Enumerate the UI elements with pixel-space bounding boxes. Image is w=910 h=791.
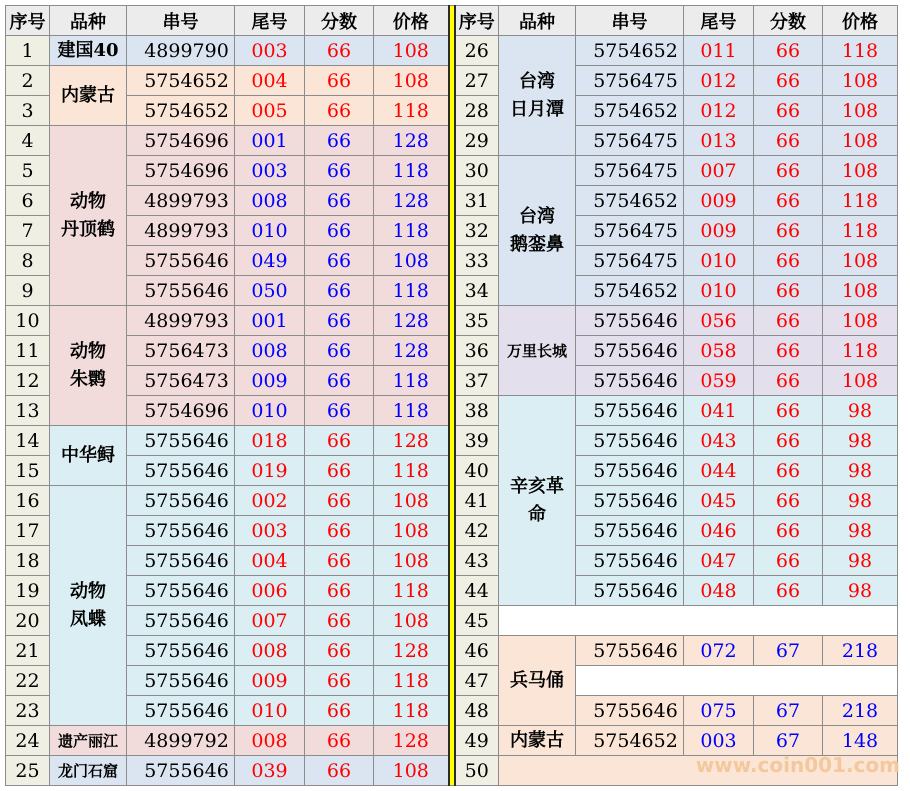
tail-number: 018 [235,426,305,456]
row-index: 10 [6,306,50,336]
price: 128 [374,186,449,216]
tail-number: 019 [235,456,305,486]
row-index: 28 [455,96,499,126]
score: 66 [305,216,374,246]
score: 66 [305,456,374,486]
score: 66 [305,576,374,606]
tail-number: 050 [235,276,305,306]
row-index: 44 [455,576,499,606]
variety-cell [50,426,127,486]
tail-number: 047 [684,546,754,576]
price: 218 [823,636,898,666]
tail-number: 003 [235,516,305,546]
score: 66 [754,186,823,216]
price: 108 [374,546,449,576]
variety-name: 建国40 [57,39,119,61]
tail-number: 004 [235,546,305,576]
price: 98 [823,516,898,546]
score: 66 [754,156,823,186]
serial-number: 4899793 [127,186,235,216]
price: 98 [823,456,898,486]
row-index: 42 [455,516,499,546]
tail-number: 008 [235,336,305,366]
tail-number: 001 [235,126,305,156]
tail-number: 049 [235,246,305,276]
serial-number: 5755646 [576,396,684,426]
score: 66 [305,726,374,756]
price: 98 [823,546,898,576]
score: 66 [754,486,823,516]
variety-cell [499,636,576,726]
tail-number: 007 [235,606,305,636]
variety-name: 辛亥革 命 [510,475,564,525]
tail-number: 004 [235,66,305,96]
row-index: 33 [455,246,499,276]
row-index: 40 [455,456,499,486]
serial-number: 5755646 [127,276,235,306]
price: 118 [823,186,898,216]
serial-number: 5754652 [127,96,235,126]
score: 66 [305,606,374,636]
tail-number: 013 [684,126,754,156]
row-index: 3 [6,96,50,126]
price: 118 [374,366,449,396]
tail-number: 046 [684,516,754,546]
variety-name: 动物 朱鹮 [70,340,106,390]
price: 118 [823,216,898,246]
row-index: 43 [455,546,499,576]
variety-name: 中华鲟 [61,444,115,466]
price: 108 [374,36,449,66]
score: 66 [754,366,823,396]
score: 66 [754,576,823,606]
row-index: 2 [6,66,50,96]
row-index: 1 [6,36,50,66]
column-header: 品种 [50,6,127,36]
price: 108 [823,306,898,336]
price: 148 [823,726,898,756]
price: 108 [374,516,449,546]
row-index: 11 [6,336,50,366]
row-index: 26 [455,36,499,66]
price: 128 [374,426,449,456]
variety-cell [499,306,576,396]
row-index: 9 [6,276,50,306]
serial-number: 5755646 [576,336,684,366]
variety-name: 遗产丽江 [57,731,118,750]
score: 66 [754,336,823,366]
tail-number: 043 [684,426,754,456]
header-row [6,6,898,36]
serial-number: 5754696 [127,126,235,156]
score: 66 [754,276,823,306]
tail-number: 009 [235,366,305,396]
serial-number: 5755646 [576,486,684,516]
tail-number: 003 [235,156,305,186]
tail-number: 045 [684,486,754,516]
tail-number: 039 [235,756,305,786]
tail-number: 009 [235,666,305,696]
score: 66 [754,66,823,96]
coin-price-table [5,5,898,786]
score: 67 [754,636,823,666]
price: 108 [374,486,449,516]
tail-number: 010 [684,246,754,276]
serial-number: 5755646 [576,426,684,456]
row-index: 7 [6,216,50,246]
serial-number: 5756473 [127,366,235,396]
variety-cell [499,36,576,156]
variety-cell [499,396,576,606]
price: 118 [823,36,898,66]
tail-number: 003 [235,36,305,66]
row-index: 25 [6,756,50,786]
serial-number: 5755646 [576,366,684,396]
tail-number: 001 [235,306,305,336]
row-index: 27 [455,66,499,96]
score: 66 [754,36,823,66]
score: 66 [305,516,374,546]
row-index: 31 [455,186,499,216]
column-header: 价格 [374,6,449,36]
score: 66 [305,96,374,126]
price: 108 [823,366,898,396]
score: 66 [754,456,823,486]
price: 128 [374,636,449,666]
tail-number: 010 [235,696,305,726]
serial-number: 5755646 [127,696,235,726]
tail-number: 008 [235,186,305,216]
row-index: 29 [455,126,499,156]
price: 108 [823,126,898,156]
variety-cell [50,36,127,66]
tail-number: 006 [235,576,305,606]
serial-number: 5755646 [127,516,235,546]
column-header: 尾号 [235,6,305,36]
serial-number: 5756473 [127,336,235,366]
price: 128 [374,306,449,336]
tail-number: 058 [684,336,754,366]
row-index: 47 [455,666,499,696]
table-body [6,6,898,786]
serial-number: 5756475 [576,246,684,276]
tail-number: 003 [684,726,754,756]
price: 108 [374,756,449,786]
serial-number: 5755646 [127,246,235,276]
price: 118 [374,276,449,306]
tail-number: 048 [684,576,754,606]
price: 108 [823,156,898,186]
serial-number: 5754652 [127,66,235,96]
row-index: 12 [6,366,50,396]
score: 66 [754,426,823,456]
variety-name: 台湾 鹅銮鼻 [510,205,564,255]
tail-number: 041 [684,396,754,426]
row-index: 45 [455,606,499,636]
price: 108 [374,246,449,276]
price: 108 [374,606,449,636]
variety-cell [50,726,127,756]
score: 66 [305,336,374,366]
tail-number: 012 [684,96,754,126]
variety-name: 兵马俑 [510,669,564,691]
price: 118 [374,396,449,426]
column-header: 分数 [305,6,374,36]
row-index: 39 [455,426,499,456]
serial-number: 5755646 [127,636,235,666]
row-index: 21 [6,636,50,666]
serial-number: 5755646 [127,456,235,486]
row-index: 32 [455,216,499,246]
column-header: 序号 [455,6,499,36]
score: 66 [754,246,823,276]
score: 66 [754,306,823,336]
price: 128 [374,726,449,756]
empty-cell [499,606,898,636]
column-header: 品种 [499,6,576,36]
score: 66 [305,246,374,276]
row-index: 13 [6,396,50,426]
row-index: 14 [6,426,50,456]
price: 118 [823,336,898,366]
serial-number: 5756475 [576,66,684,96]
variety-cell [499,726,576,756]
score: 66 [305,366,374,396]
score: 66 [754,546,823,576]
serial-number: 5755646 [127,486,235,516]
score: 66 [305,126,374,156]
row-index: 19 [6,576,50,606]
variety-cell [50,126,127,306]
serial-number: 5755646 [576,516,684,546]
row-index: 6 [6,186,50,216]
tail-number: 007 [684,156,754,186]
score: 66 [754,516,823,546]
serial-number: 5755646 [127,606,235,636]
variety-name: 龙门石窟 [57,761,118,780]
tail-number: 044 [684,456,754,486]
serial-number: 5756475 [576,156,684,186]
serial-number: 5755646 [576,576,684,606]
price: 98 [823,396,898,426]
serial-number: 5755646 [576,456,684,486]
price: 98 [823,486,898,516]
row-index: 34 [455,276,499,306]
price: 118 [374,216,449,246]
tail-number: 056 [684,306,754,336]
serial-number: 4899793 [127,306,235,336]
price: 128 [374,336,449,366]
variety-name: 动物 凤蝶 [70,580,106,630]
serial-number: 5755646 [576,696,684,726]
row-index: 24 [6,726,50,756]
row-index: 17 [6,516,50,546]
serial-number: 5754652 [576,276,684,306]
column-header: 尾号 [684,6,754,36]
score: 67 [754,696,823,726]
variety-cell [50,486,127,726]
tail-number: 059 [684,366,754,396]
tail-number: 009 [684,186,754,216]
tail-number: 008 [235,726,305,756]
serial-number: 4899790 [127,36,235,66]
serial-number: 5756475 [576,216,684,246]
variety-cell [50,306,127,426]
price: 218 [823,696,898,726]
price: 118 [374,576,449,606]
row-index: 35 [455,306,499,336]
price: 98 [823,576,898,606]
score: 66 [305,36,374,66]
score: 66 [305,276,374,306]
row-index: 16 [6,486,50,516]
tail-number: 012 [684,66,754,96]
price-table-container [5,5,898,786]
serial-number: 5755646 [576,546,684,576]
tail-number: 002 [235,486,305,516]
site-watermark: www.coin001.com [695,753,900,777]
price: 108 [374,66,449,96]
score: 66 [754,216,823,246]
price: 108 [823,96,898,126]
column-header: 分数 [754,6,823,36]
row-index: 50 [455,756,499,786]
row-index: 4 [6,126,50,156]
score: 66 [305,696,374,726]
row-index: 46 [455,636,499,666]
score: 66 [305,756,374,786]
score: 66 [754,96,823,126]
tail-number: 010 [235,216,305,246]
price: 118 [374,156,449,186]
price: 118 [374,96,449,126]
row-index: 36 [455,336,499,366]
score: 66 [754,396,823,426]
tail-number: 010 [235,396,305,426]
score: 66 [305,546,374,576]
serial-number: 5754696 [127,396,235,426]
score: 66 [305,666,374,696]
price: 118 [374,666,449,696]
variety-name: 台湾 日月潭 [510,70,564,120]
serial-number: 5755646 [127,666,235,696]
variety-cell [50,66,127,126]
price: 128 [374,126,449,156]
row-index: 23 [6,696,50,726]
row-index: 18 [6,546,50,576]
serial-number: 5755646 [576,306,684,336]
row-index: 5 [6,156,50,186]
serial-number: 4899792 [127,726,235,756]
serial-number: 5755646 [127,576,235,606]
score: 66 [305,396,374,426]
serial-number: 5754652 [576,96,684,126]
variety-cell [50,756,127,786]
serial-number: 5754696 [127,156,235,186]
row-index: 48 [455,696,499,726]
row-index: 38 [455,396,499,426]
score: 66 [305,306,374,336]
price: 108 [823,276,898,306]
tail-number: 010 [684,276,754,306]
tail-number: 072 [684,636,754,666]
serial-number: 5755646 [576,636,684,666]
serial-number: 5754652 [576,186,684,216]
variety-name: 万里长城 [506,341,567,360]
tail-number: 008 [235,636,305,666]
score: 66 [305,426,374,456]
tail-number: 075 [684,696,754,726]
row-index: 30 [455,156,499,186]
column-header: 序号 [6,6,50,36]
score: 66 [305,636,374,666]
row-index: 15 [6,456,50,486]
variety-name: 内蒙古 [510,729,564,751]
row-index: 8 [6,246,50,276]
serial-number: 5755646 [127,426,235,456]
column-header: 串号 [127,6,235,36]
variety-name: 动物 丹顶鹤 [61,190,115,240]
column-header: 串号 [576,6,684,36]
score: 66 [305,156,374,186]
price: 118 [374,456,449,486]
row-index: 41 [455,486,499,516]
tail-number: 005 [235,96,305,126]
tail-number: 009 [684,216,754,246]
serial-number: 5754652 [576,36,684,66]
serial-number: 5755646 [127,756,235,786]
score: 66 [305,486,374,516]
row-index: 20 [6,606,50,636]
serial-number: 4899793 [127,216,235,246]
score: 67 [754,726,823,756]
variety-name: 内蒙古 [61,84,115,106]
score: 66 [305,66,374,96]
price: 98 [823,426,898,456]
column-header: 价格 [823,6,898,36]
row-index: 49 [455,726,499,756]
serial-number: 5754652 [576,726,684,756]
row-index: 37 [455,366,499,396]
serial-number: 5755646 [127,546,235,576]
price: 108 [823,66,898,96]
row-index: 22 [6,666,50,696]
serial-number: 5756475 [576,126,684,156]
variety-cell [499,156,576,306]
price: 118 [374,696,449,726]
tail-number: 011 [684,36,754,66]
score: 66 [305,186,374,216]
score: 66 [754,126,823,156]
empty-cell [576,666,898,696]
price: 108 [823,246,898,276]
